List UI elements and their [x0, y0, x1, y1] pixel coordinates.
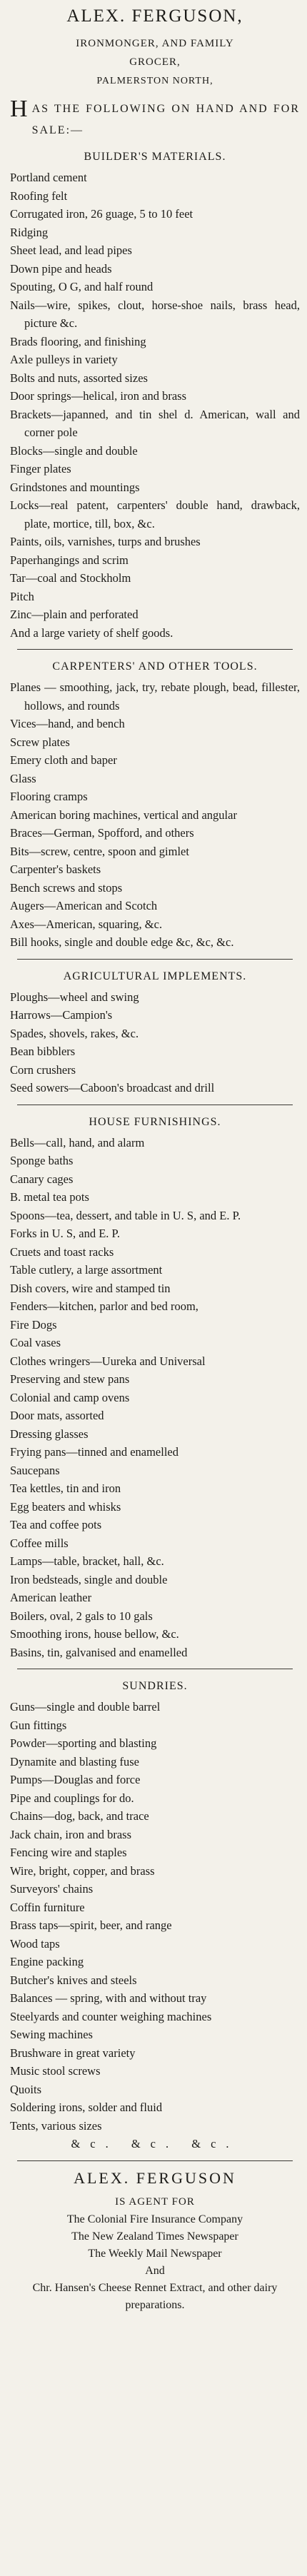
- list-item: Paints, oils, varnishes, turps and brushes: [10, 535, 201, 548]
- divider: [17, 2160, 293, 2161]
- list-item: Tea and coffee pots: [10, 1518, 102, 1531]
- list-item: Pitch: [10, 589, 34, 603]
- section: [10, 657, 300, 952]
- list-item: Forks in U. S, and E. P.: [10, 1227, 121, 1240]
- list-item: Pumps—Douglas and force: [10, 1773, 141, 1786]
- list-item: Fencing wire and staples: [10, 1846, 127, 1859]
- agency-list: [10, 2211, 300, 2314]
- list-item: Sponge baths: [10, 1154, 74, 1167]
- list-item: Sewing machines: [10, 2028, 93, 2041]
- list-item: Carpenter's baskets: [10, 862, 101, 876]
- list-item: Preserving and stew pans: [10, 1372, 130, 1386]
- list-item: Clothes wringers—Uureka and Universal: [10, 1354, 206, 1368]
- list-item: Fenders—kitchen, parlor and bed room,: [10, 1299, 198, 1313]
- merchant-name: ALEX. FERGUSON,: [66, 6, 243, 26]
- section-heading: BUILDER'S MATERIALS.: [84, 151, 226, 163]
- list-item: Saucepans: [10, 1463, 60, 1477]
- list-item: Butcher's knives and steels: [10, 1973, 137, 1987]
- list-item: Bill hooks, single and double edge &c, &c, &c.: [10, 935, 234, 949]
- list-item: Coffee mills: [10, 1536, 69, 1550]
- intro-paragraph: [10, 96, 300, 141]
- list-item: Frying pans—tinned and enamelled: [10, 1445, 178, 1459]
- list-item: Coal vases: [10, 1336, 61, 1349]
- list-item: Corrugated iron, 26 guage, 5 to 10 feet: [10, 207, 193, 221]
- list-item: Braces—German, Spofford, and others: [10, 826, 194, 840]
- list-item: Lamps—table, bracket, hall, &c.: [10, 1554, 164, 1568]
- list-item: Chains—dog, back, and trace: [10, 1809, 149, 1823]
- list-item: Bolts and nuts, assorted sizes: [10, 371, 148, 385]
- list-item: Cruets and toast racks: [10, 1244, 114, 1259]
- list-item: Flooring cramps: [10, 790, 88, 803]
- agency-line: The New Zealand Times Newspaper: [71, 2230, 238, 2243]
- section-heading: CARPENTERS' AND OTHER TOOLS.: [52, 660, 258, 673]
- list-item: Fire Dogs: [10, 1317, 57, 1332]
- list-item: And a large variety of shelf goods.: [10, 625, 173, 640]
- agency-line: The Colonial Fire Insurance Company: [66, 2213, 243, 2225]
- list-item: Colonial and camp ovens: [10, 1390, 130, 1404]
- list-item: Ploughs—wheel and swing: [10, 990, 139, 1004]
- list-item: Brads flooring, and finishing: [10, 334, 146, 348]
- list-item: Music stool screws: [10, 2064, 101, 2078]
- list-item: Bench screws and stops: [10, 880, 123, 895]
- list-item: Harrows—Campion's: [10, 1008, 113, 1022]
- list-item: Smoothing irons, house bellow, &c.: [10, 1627, 179, 1641]
- list-item: Jack chain, iron and brass: [10, 1827, 131, 1841]
- trade-line-1: IRONMONGER, AND FAMILY: [76, 38, 234, 49]
- list-item: Canary cages: [10, 1172, 74, 1186]
- list-item: Iron bedsteads, single and double: [10, 1572, 168, 1586]
- list-item: Zinc—plain and perforated: [10, 608, 139, 621]
- list-item: Screw plates: [10, 735, 70, 749]
- footer-name: ALEX. FERGUSON: [74, 2168, 236, 2187]
- list-item: Bells—call, hand, and alarm: [10, 1135, 145, 1149]
- list-item: Boilers, oval, 2 gals to 10 gals: [10, 1609, 153, 1623]
- list-item: Dressing glasses: [10, 1427, 89, 1441]
- list-item: Dish covers, wire and stamped tin: [10, 1281, 171, 1295]
- list-item: Dynamite and blasting fuse: [10, 1754, 140, 1769]
- list-item: Quoits: [10, 2082, 42, 2096]
- list-item: Ridging: [10, 225, 49, 239]
- list-item: Table cutlery, a large assortment: [10, 1263, 163, 1277]
- list-item: Axle pulleys in variety: [10, 353, 118, 366]
- list-item: B. metal tea pots: [10, 1190, 89, 1204]
- list-item: Roofing felt: [10, 188, 68, 203]
- list-item: Balances — spring, with and without tray: [10, 1991, 207, 2005]
- list-item: Sheet lead, and lead pipes: [10, 243, 132, 257]
- list-item: Bean bibblers: [10, 1045, 76, 1058]
- list-item: Portland cement: [10, 171, 87, 184]
- list-item: Finger plates: [10, 462, 71, 476]
- section: [10, 967, 300, 1097]
- section-heading: HOUSE FURNISHINGS.: [89, 1115, 221, 1128]
- divider: [17, 959, 293, 960]
- list-item: Seed sowers—Caboon's broadcast and drill: [10, 1081, 215, 1095]
- list-item: Tea kettles, tin and iron: [10, 1481, 121, 1495]
- list-item: Pipe and couplings for do.: [10, 1791, 134, 1805]
- list-item: Planes — smoothing, jack, try, rebate plough, bead, fillester, hollows, and rounds: [10, 680, 300, 713]
- list-item: Guns—single and double barrel: [10, 1700, 161, 1714]
- list-item: Basins, tin, galvanised and enamelled: [10, 1645, 188, 1659]
- agency-line: And: [145, 2264, 165, 2277]
- list-item: Door mats, assorted: [10, 1409, 104, 1422]
- list-item: Vices—hand, and bench: [10, 717, 125, 730]
- section-heading: SUNDRIES.: [122, 1680, 188, 1692]
- list-item: Bits—screw, centre, spoon and gimlet: [10, 844, 189, 858]
- list-item: Spades, shovels, rakes, &c.: [10, 1026, 139, 1040]
- list-item: Soldering irons, solder and fluid: [10, 2100, 163, 2114]
- list-item: American leather: [10, 1591, 92, 1604]
- list-item: Nails—wire, spikes, clout, horse-shoe nails, brass head, picture &c.: [10, 298, 300, 330]
- list-item: Wire, bright, copper, and brass: [10, 1863, 155, 1878]
- list-item: Brass taps—spirit, beer, and range: [10, 1918, 172, 1932]
- list-item: Augers—American and Scotch: [10, 899, 158, 912]
- section-heading: AGRICULTURAL IMPLEMENTS.: [63, 970, 247, 982]
- list-item: Coffin furniture: [10, 1900, 85, 1914]
- list-item: Spoons—tea, dessert, and table in U. S, and E. P.: [10, 1208, 241, 1222]
- list-item: Brackets—japanned, and tin shel d. American, wall and corner pole: [10, 407, 300, 439]
- intro-text: AS THE FOLLOWING ON HAND AND FOR SALE:—: [31, 103, 300, 136]
- list-item: Corn crushers: [10, 1062, 76, 1077]
- list-item: Engine packing: [10, 1955, 84, 1968]
- section: [10, 147, 300, 642]
- list-item: Brushware in great variety: [10, 2046, 136, 2060]
- trade-line-2: GROCER,: [129, 56, 181, 68]
- list-item: Door springs—helical, iron and brass: [10, 389, 186, 403]
- list-item: Axes—American, squaring, &c.: [10, 917, 163, 931]
- list-item: Steelyards and counter weighing machines: [10, 2009, 212, 2023]
- drop-cap: H: [10, 96, 29, 122]
- agent-heading: IS AGENT FOR: [115, 2195, 195, 2208]
- list-item: American boring machines, vertical and angular: [10, 807, 237, 822]
- list-item: Down pipe and heads: [10, 261, 112, 276]
- divider: [17, 649, 293, 650]
- list-item: Grindstones and mountings: [10, 480, 140, 494]
- list-item: Powder—sporting and blasting: [10, 1736, 157, 1750]
- list-item: Paperhangings and scrim: [10, 553, 129, 567]
- list-item: Locks—real patent, carpenters' double hand, drawback, plate, mortice, till, box, &c.: [10, 498, 300, 530]
- agency-line: The Weekly Mail Newspaper: [88, 2247, 222, 2260]
- list-item: Gun fittings: [10, 1718, 67, 1732]
- list-item: Glass: [10, 771, 36, 785]
- sections: [10, 147, 300, 2153]
- list-item: Blocks—single and double: [10, 443, 138, 458]
- section: [10, 1112, 300, 1662]
- list-item: Emery cloth and baper: [10, 753, 117, 767]
- list-item: Tar—coal and Stockholm: [10, 571, 131, 585]
- agency-line: Chr. Hansen's Cheese Rennet Extract, and other dairy preparations.: [32, 2281, 278, 2311]
- list-item: Egg beaters and whisks: [10, 1499, 121, 1514]
- etc-line: &c. &c. &c.: [71, 2137, 239, 2150]
- list-item: Surveyors' chains: [10, 1882, 94, 1896]
- list-item: Tents, various sizes: [10, 2118, 102, 2133]
- section: [10, 1676, 300, 2153]
- place-line: PALMERSTON NORTH,: [96, 76, 213, 86]
- list-item: Wood taps: [10, 1936, 60, 1951]
- list-item: Spouting, O G, and half round: [10, 280, 154, 293]
